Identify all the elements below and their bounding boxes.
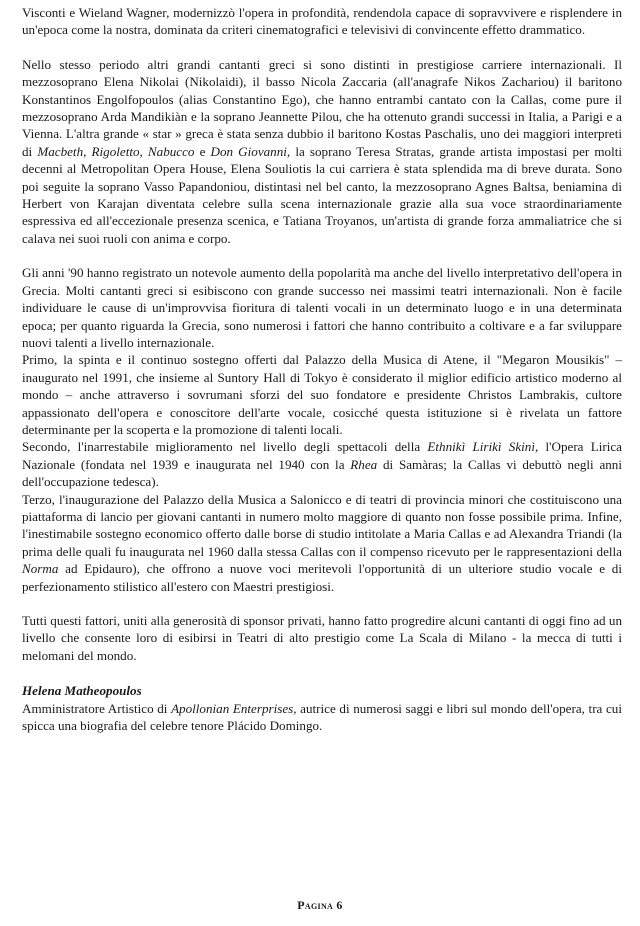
opera-titles: Macbeth, Rigoletto, Nabucco: [37, 143, 195, 159]
opera-house-name: Ethnikì Lirikì Skinì,: [427, 439, 539, 455]
page-number: Pagina 6: [297, 898, 343, 912]
paragraph-second-factor: Secondo, l'inarrestabile miglioramento nel livello degli spettacoli della Ethnikì Lirikì Skinì, l'Opera Lirica Nazionale (fondata nel 1939 e inaugurata nel 1940 con la Rhea di Samàras; la Callas vi debuttò negli anni dell'occupazione tedesca).: [22, 439, 622, 490]
article-body: [22, 4, 622, 734]
opera-title-rhea: Rhea: [350, 456, 378, 472]
opera-title-don-giovanni: Don Giovanni,: [210, 143, 291, 159]
company-name: Apollonian Enterprises,: [171, 700, 297, 716]
paragraph-third-factor: Terzo, l'inaugurazione del Palazzo della Musica a Salonicco e di teatri di provincia minori che costituiscono una piattaforma di lancio per giovani cantanti in numero molto maggiore di quanto non fosse possibile prima. Infine, l'inestimabile sostegno economico offerto dalle borse di studio intitolate a Maria Callas e ad Alexandra Triandi (la prima delle quali fu inaugurata nel 1960 dalla stessa Callas con il compenso ricevuto per le rappresentazioni della Norma ad Epidauro), che offrono a nuove voci meritevoli l'opportunità di un ulteriore studio vocale e di perfezionamento stilistico all'estero con Maestri prestigiosi.: [22, 491, 622, 594]
paragraph-first-factor: Primo, la spinta e il continuo sostegno offerti dal Palazzo della Musica di Atene, il "Megaron Mousikis" – inaugurato nel 1991, che insieme al Suntory Hall di Tokyo è considerato il miglior edificio artistico moderno al mondo – anche attraverso i sovrumani sforzi del suo fondatore e presidente Christos Lambrakis, cultore appassionato dell'opera e conoscitore dell'arte vocale, cosicché questa istituzione si è rivelata un fattore determinante per la scoperta e la promozione di talenti locali.: [22, 352, 622, 437]
paragraph-nineties: Gli anni '90 hanno registrato un notevole aumento della popolarità ma anche del livello interpretativo dell'opera in Grecia. Molti cantanti greci si esibiscono con grande successo nei massimi teatri internazionali. Non è facile individuare le cause di un'improvvisa fioritura di talenti vocali in un determinato luogo e in una determinata epoca; per quanto riguarda la Grecia, sono numerosi i fattori che hanno contribuito a coltivare e a far sviluppare nuovi talenti a livello internazionale.: [22, 265, 622, 350]
paragraph-greek-singers: Nello stesso periodo altri grandi cantanti greci si sono distinti in prestigiose carriere internazionali. Il mezzosoprano Elena Nikolai (Nikolaidi), il basso Nicola Zaccaria (all'anagrafe Nikos Zachariou) il baritono Konstantinos Engolfopoulos (alias Constantino Ego), che hanno entrambi cantato con la Callas, come pure il mezzosoprano Arda Mandikiàn e la soprano Jeannette Pilou, che ha ottenuto grandi successi in Italia, a Parigi e a Vienna. L'altra grande « star » greca è stata senza dubbio il baritono Kostas Paschalis, uno dei maggiori interpreti di Macbeth, Rigoletto, Nabucco e Don Giovanni, la soprano Teresa Stratas, grande artista impostasi per molti decenni al Metropolitan Opera House, Elena Souliotis la cui carriera è stata splendida ma di breve durata. Sono poi seguite la soprano Vasso Papandoniou, distintasi nel bel canto, la mezzosoprano Agnes Baltsa, beniamina di Herbert von Karajan diventata celebre sulla scena internazionale grazie alla sua voce straordinariamente espressiva ed all'eccezionale presenza scenica, e Tatiana Troyanos, un'artista di grande forza ammaliatrice che si calava nei suoi ruoli con anima e corpo.: [22, 56, 623, 246]
paragraph-conclusion: Tutti questi fattori, uniti alla generosità di sponsor privati, hanno fatto progredire alcuni cantanti di oggi fino ad un livello che consente loro di esibirsi in Teatri di alto prestigio come La Scala di Milano - la mecca di tutti i melomani del mondo.: [22, 613, 622, 663]
author-name: Helena Matheopoulos: [22, 683, 142, 699]
opera-title-norma: Norma: [22, 561, 59, 577]
author-bio: Amministratore Artistico di Apollonian Enterprises, autrice di numerosi saggi e libri sul mondo dell'opera, tra cui spicca una biografia del celebre tenore Plácido Domingo.: [22, 700, 622, 734]
paragraph-intro-continuation: Visconti e Wieland Wagner, modernizzò l'opera in profondità, rendendola capace di sopravvivere e risplendere in un'epoca come la nostra, dominata da criteri cinematografici e televisivi di convincente effetto drammatico.: [22, 5, 622, 38]
